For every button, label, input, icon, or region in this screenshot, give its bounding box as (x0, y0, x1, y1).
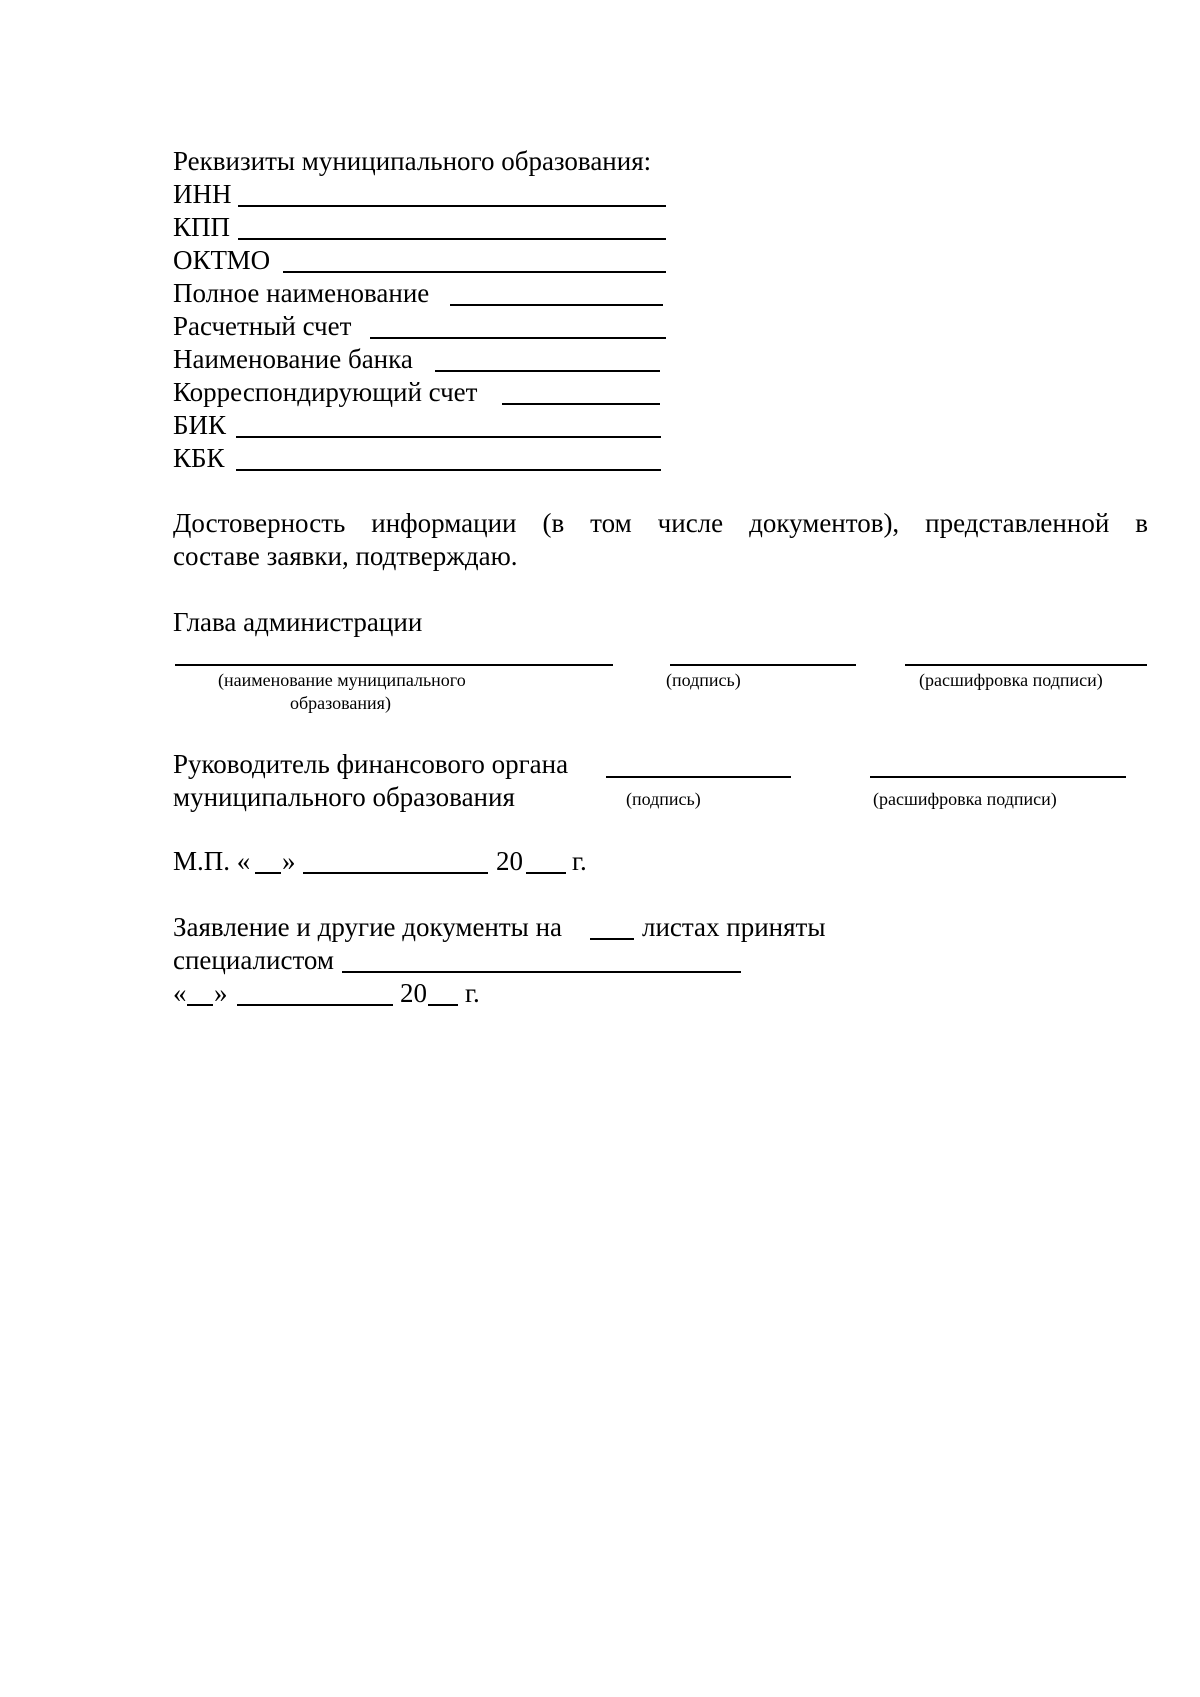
acceptance-specialist-line[interactable] (342, 971, 741, 973)
acceptance-line-1b: листах приняты (642, 912, 826, 942)
acceptance-year-prefix: 20 (400, 978, 427, 1008)
acceptance-year-suffix: г. (465, 978, 480, 1008)
stamp-quote-close: » (282, 846, 296, 876)
field-line-bik[interactable] (236, 436, 661, 438)
head-caption-signature: (подпись) (666, 670, 741, 690)
field-label-corr-account: Корреспондирующий счет (173, 377, 478, 407)
stamp-mp: М.П. « (173, 846, 251, 876)
head-decoding-line[interactable] (905, 664, 1147, 666)
acceptance-quote-open: « (173, 978, 187, 1008)
head-caption-name-2: образования) (290, 693, 391, 713)
confirmation-line-2: составе заявки, подтверждаю. (173, 541, 518, 571)
field-line-corr-account[interactable] (502, 403, 660, 405)
acceptance-sheets-line[interactable] (590, 938, 634, 940)
acceptance-line-1a: Заявление и другие документы на (173, 912, 563, 942)
field-label-oktmo: ОКТМО (173, 245, 271, 275)
field-line-full-name[interactable] (450, 304, 663, 306)
head-signature-line[interactable] (670, 664, 856, 666)
field-line-kpp[interactable] (238, 238, 666, 240)
finance-signature-line[interactable] (606, 776, 791, 778)
field-label-kpp: КПП (173, 212, 231, 242)
acceptance-specialist-label: специалистом (173, 945, 334, 975)
acceptance-quote-close: » (214, 978, 228, 1008)
stamp-year-prefix: 20 (496, 846, 523, 876)
head-caption-name-1: (наименование муниципального (218, 670, 466, 690)
confirmation-line-1: Достоверность информации (в том числе документов), представленной в (173, 508, 1148, 538)
field-line-bank-name[interactable] (435, 370, 660, 372)
finance-decoding-line[interactable] (870, 776, 1126, 778)
finance-title-2: муниципального образования (173, 782, 515, 812)
acceptance-year-line[interactable] (428, 1004, 458, 1006)
acceptance-month-line[interactable] (237, 1004, 393, 1006)
stamp-month-line[interactable] (303, 872, 488, 874)
field-label-account: Расчетный счет (173, 311, 352, 341)
stamp-day-line[interactable] (255, 872, 281, 874)
stamp-year-line[interactable] (526, 872, 566, 874)
acceptance-day-line[interactable] (187, 1004, 213, 1006)
field-line-kbk[interactable] (236, 469, 661, 471)
head-name-line[interactable] (175, 664, 613, 666)
field-label-bik: БИК (173, 410, 227, 440)
field-line-oktmo[interactable] (283, 271, 666, 273)
requisites-heading: Реквизиты муниципального образования: (173, 146, 652, 176)
field-label-bank-name: Наименование банка (173, 344, 413, 374)
field-line-account[interactable] (370, 337, 666, 339)
field-label-inn: ИНН (173, 179, 232, 209)
stamp-year-suffix: г. (572, 846, 587, 876)
field-label-full-name: Полное наименование (173, 278, 430, 308)
finance-title-1: Руководитель финансового органа (173, 749, 569, 779)
finance-caption-decoding: (расшифровка подписи) (873, 789, 1057, 809)
field-line-inn[interactable] (238, 205, 666, 207)
head-caption-decoding: (расшифровка подписи) (919, 670, 1103, 690)
head-title: Глава администрации (173, 607, 423, 637)
field-label-kbk: КБК (173, 443, 225, 473)
finance-caption-signature: (подпись) (626, 789, 701, 809)
